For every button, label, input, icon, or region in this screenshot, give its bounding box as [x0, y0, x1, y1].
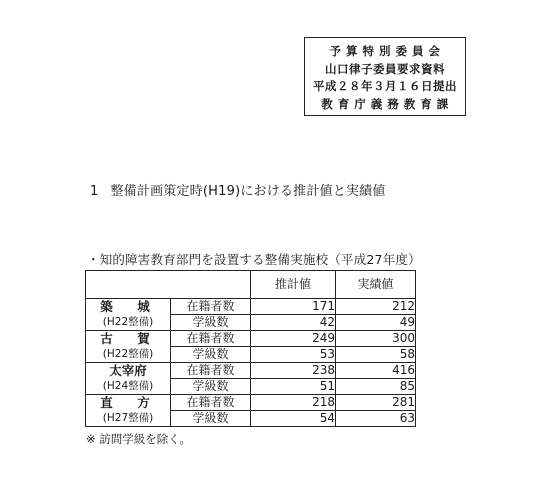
school-name: 太宰府 [86, 363, 171, 379]
actual-value: 63 [336, 411, 416, 427]
school-data-table [85, 270, 416, 427]
row-label: 在籍者数 [171, 299, 251, 315]
table-row [86, 379, 416, 395]
estimate-value: 53 [251, 347, 336, 363]
table-row [86, 347, 416, 363]
column-header-estimate: 推計値 [251, 271, 336, 299]
table-corner-cell [86, 271, 251, 299]
actual-value: 281 [336, 395, 416, 411]
row-label: 学級数 [171, 411, 251, 427]
row-label: 学級数 [171, 379, 251, 395]
section-number: 1 [90, 184, 99, 199]
actual-value: 58 [336, 347, 416, 363]
table-row [86, 315, 416, 331]
row-label: 在籍者数 [171, 331, 251, 347]
actual-value: 300 [336, 331, 416, 347]
table-row [86, 411, 416, 427]
actual-value: 416 [336, 363, 416, 379]
row-label: 在籍者数 [171, 363, 251, 379]
table-row [86, 363, 416, 379]
estimate-value: 218 [251, 395, 336, 411]
column-header-actual: 実績値 [336, 271, 416, 299]
school-build-note: (H27整備) [86, 411, 171, 427]
subsection-heading: ・知的障害教育部門を設置する整備実施校（平成27年度） [87, 252, 421, 267]
estimate-value: 171 [251, 299, 336, 315]
school-build-note: (H24整備) [86, 379, 171, 395]
table-row [86, 299, 416, 315]
estimate-value: 238 [251, 363, 336, 379]
school-name: 古 賀 [86, 331, 171, 347]
stamp-line-requester: 山口律子委員要求資料 [325, 61, 445, 76]
section-heading [90, 180, 386, 199]
table-row [86, 331, 416, 347]
stamp-line-date: 平成２８年３月１６日提出 [313, 79, 457, 93]
estimate-value: 42 [251, 315, 336, 331]
estimate-value: 249 [251, 331, 336, 347]
actual-value: 49 [336, 315, 416, 331]
row-label: 学級数 [171, 315, 251, 331]
table-footnote: ※ 訪問学級を除く。 [86, 432, 192, 446]
stamp-line-committee: 予 算 特 別 委 員 会 [329, 44, 441, 58]
section-title: 整備計画策定時(H19)における推計値と実績値 [110, 184, 386, 199]
stamp-line-department: 教 育 庁 義 務 教 育 課 [321, 96, 449, 111]
estimate-value: 54 [251, 411, 336, 427]
table-row [86, 395, 416, 411]
school-build-note: (H22整備) [86, 315, 171, 331]
school-build-note: (H22整備) [86, 347, 171, 363]
row-label: 在籍者数 [171, 395, 251, 411]
document-stamp-box [304, 37, 466, 116]
school-name: 直 方 [86, 395, 171, 411]
estimate-value: 51 [251, 379, 336, 395]
table-header-row [86, 271, 416, 299]
actual-value: 212 [336, 299, 416, 315]
row-label: 学級数 [171, 347, 251, 363]
school-name: 築 城 [86, 299, 171, 315]
actual-value: 85 [336, 379, 416, 395]
